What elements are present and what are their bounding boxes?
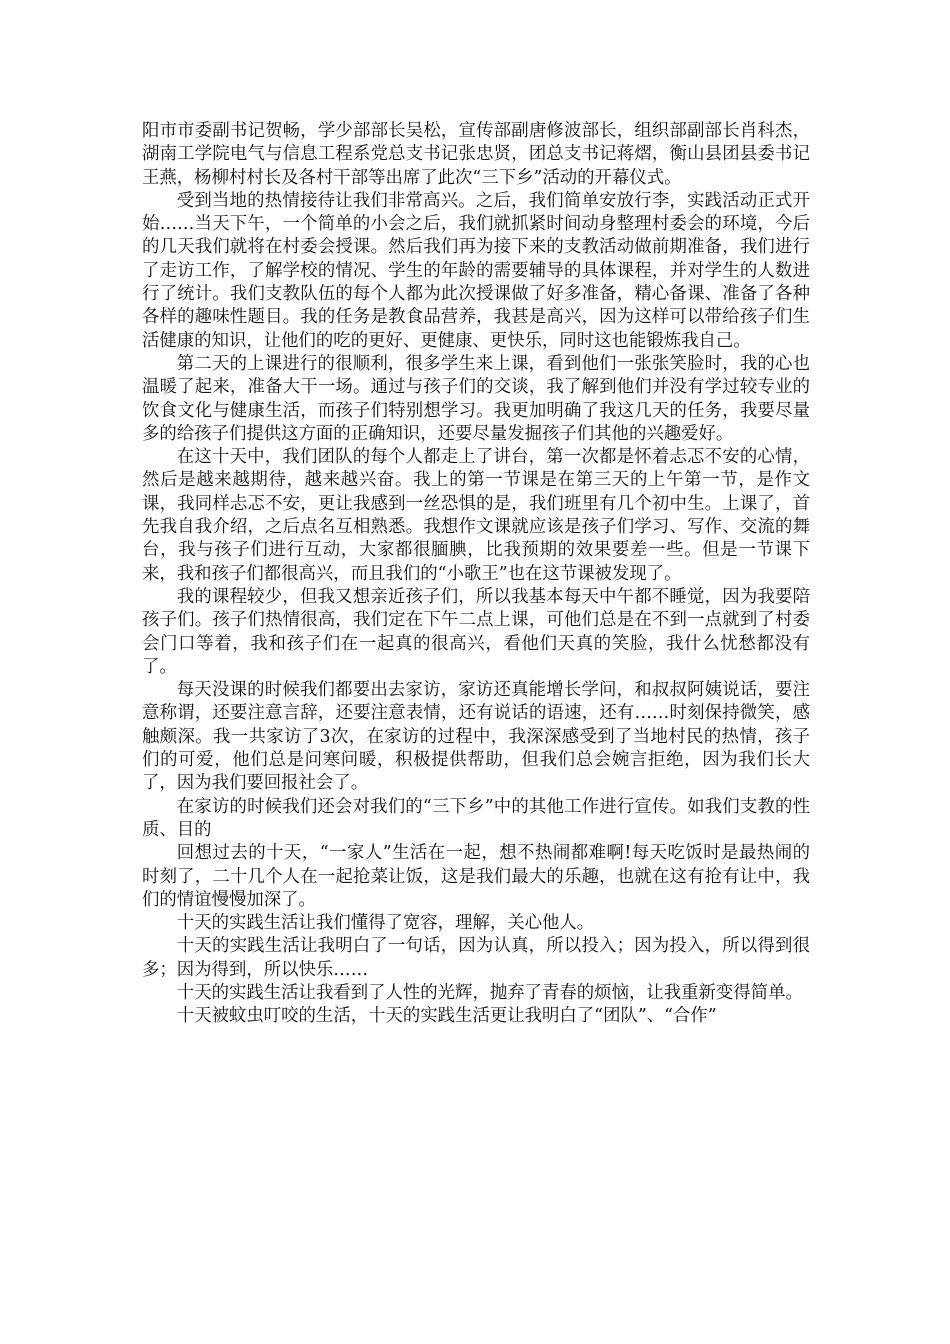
paragraph-7: 在家访的时候我们还会对我们的“三下乡”中的其他工作进行宣传。如我们支教的性质、目的 — [142, 796, 810, 840]
paragraph-10: 十天的实践生活让我明白了一句话，因为认真，所以投入；因为投入，所以得到很多；因为得到，所以快乐…… — [142, 936, 810, 980]
paragraph-6: 每天没课的时候我们都要出去家访，家访还真能增长学问，和叔叔阿姨说话，要注意称谓，还要注意言辞，还要注意表情，还有说话的语速，还有……时刻保持微笑，感触颇深。我一共家访了3次，在家访的过程中，我深深感受到了当地村民的热情，孩子们的可爱，他们总是问寒问暖，积极提供帮助，但我们总会婉言拒绝，因为我们长大了，因为我们要回报社会了。 — [142, 680, 810, 794]
paragraph-9: 十天的实践生活让我们懂得了宽容，理解，关心他人。 — [176, 913, 595, 934]
paragraph-3: 第二天的上课进行的很顺利，很多学生来上课，看到他们一张张笑脸时，我的心也温暖了起来，准备大干一场。通过与孩子们的交谈，我了解到他们并没有学过较专业的饮食文化与健康生活，而孩子们特别想学习。我更加明确了我这几天的任务，我要尽量多的给孩子们提供这方面的正确知识，还要尽量发掘孩子们其他的兴趣爱好。 — [142, 353, 810, 444]
paragraph-8: 回想过去的十天，“一家人”生活在一起，想不热闹都难啊!每天吃饭时是最热闹的时刻了，二十几个人在一起抢菜让饭，这是我们最大的乐趣，也就在这有抢有让中，我们的情谊慢慢加深了。 — [142, 843, 810, 910]
paragraph-1: 阳市市委副书记贺畅，学少部部长吴松，宣传部副唐修波部长，组织部副部长肖科杰，湖南工学院电气与信息工程系党总支书记张忠贤，团总支书记蒋熠，衡山县团县委书记王燕，杨柳村村长及各村干部等出席了此次“三下乡”活动的开幕仪式。 — [142, 121, 810, 188]
paragraph-12: 十天被蚊虫叮咬的生活，十天的实践生活更让我明白了“团队”、“合作” — [176, 1006, 717, 1027]
document-body — [142, 120, 810, 1029]
paragraph-4: 在这十天中，我们团队的每个人都走上了讲台，第一次都是怀着忐忑不安的心情，然后是越来越期待，越来越兴奋。我上的第一节课是在第三天的上午第一节，是作文课，我同样忐忑不安，更让我感到一丝恐惧的是，我们班里有几个初中生。上课了，首先我自我介绍，之后点名互相熟悉。我想作文课就应该是孩子们学习、写作、交流的舞台，我与孩子们进行互动，大家都很腼腆，比我预期的效果要差一些。但是一节课下来，我和孩子们都很高兴，而且我们的“小歌王”也在这节课被发现了。 — [142, 447, 810, 584]
paragraph-5: 我的课程较少，但我又想亲近孩子们，所以我基本每天中午都不睡觉，因为我要陪孩子们。孩子们热情很高，我们定在下午二点上课，可他们总是在不到一点就到了村委会门口等着，我和孩子们在一起真的很高兴，看他们天真的笑脸，我什么忧愁都没有了。 — [142, 586, 810, 677]
paragraph-2: 受到当地的热情接待让我们非常高兴。之后，我们简单安放行李，实践活动正式开始……当天下午，一个简单的小会之后，我们就抓紧时间动身整理村委会的环境，今后的几天我们就将在村委会授课。然后我们再为接下来的支教活动做前期准备，我们进行了走访工作，了解学校的情况、学生的年龄的需要辅导的具体课程，并对学生的人数进行了统计。我们支教队伍的每个人都为此次授课做了好多准备，精心备课、准备了各种各样的趣味性题目。我的任务是教食品营养，我甚是高兴，因为这样可以带给孩子们生活健康的知识，让他们的吃的更好、更健康、更快乐，同时这也能锻炼我自己。 — [142, 190, 810, 351]
paragraph-11: 十天的实践生活让我看到了人性的光辉，抛弃了青春的烦恼，让我重新变得简单。 — [176, 982, 803, 1003]
